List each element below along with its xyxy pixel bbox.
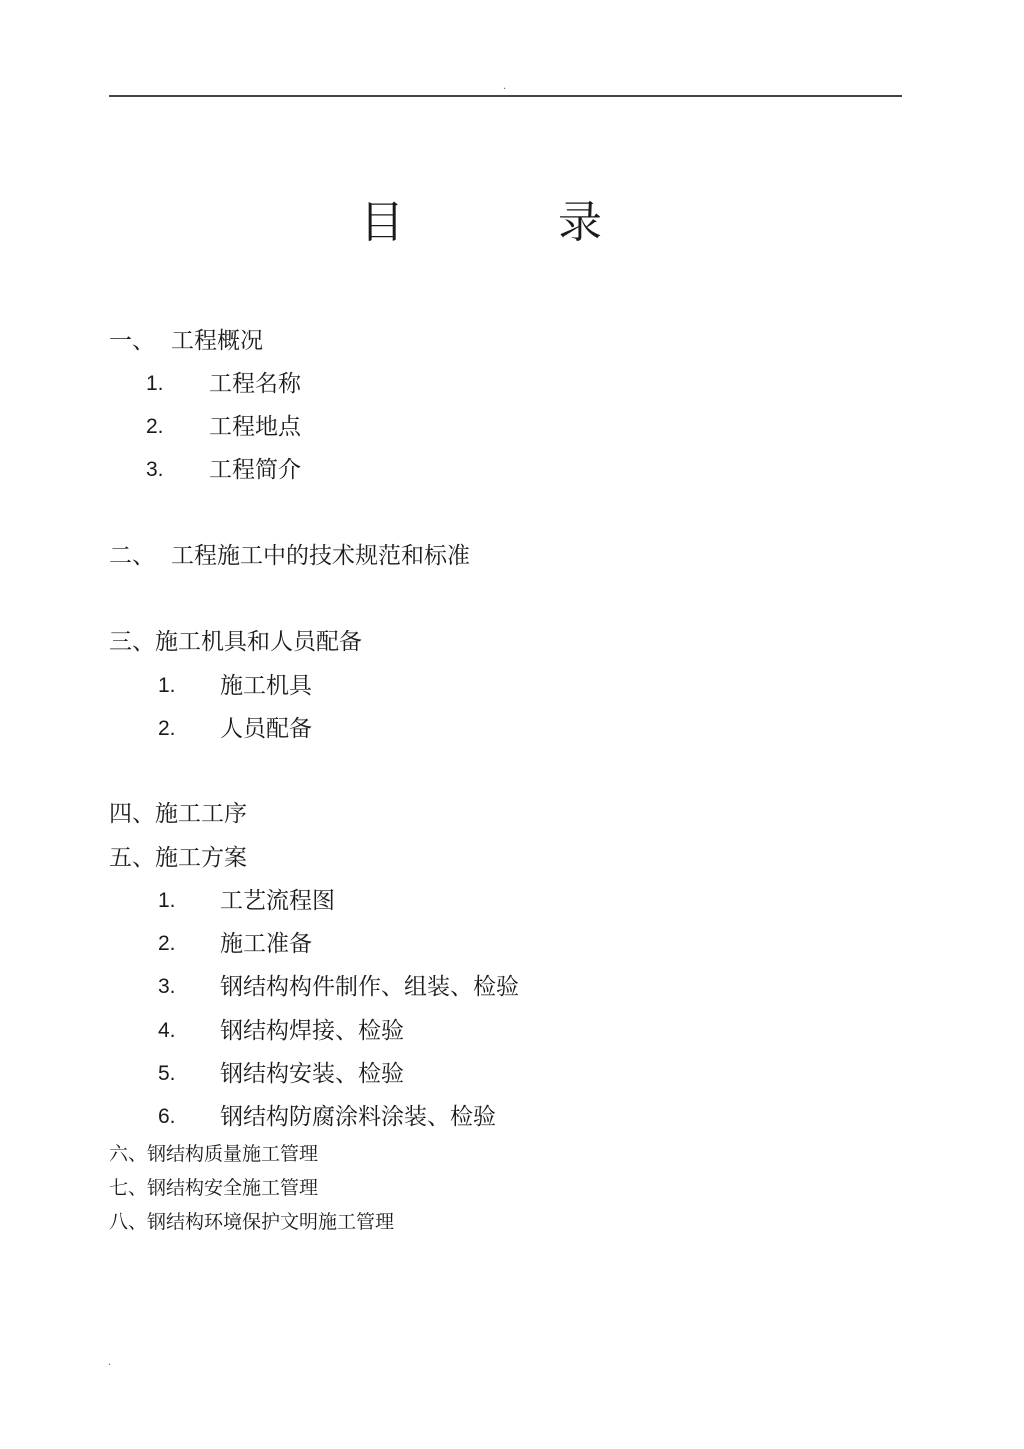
toc-item-number: 1. (158, 674, 176, 697)
toc-section-marker: 一、 (109, 328, 155, 354)
toc-section-label: 八、钢结构环境保护文明施工管理 (109, 1211, 395, 1233)
toc-section-label: 六、钢结构质量施工管理 (109, 1143, 319, 1165)
toc-item-text: 钢结构防腐涂料涂装、检验 (220, 1104, 496, 1130)
toc-section-label: 三、施工机具和人员配备 (109, 629, 362, 655)
toc-section-label: 五、施工方案 (109, 845, 247, 871)
toc-section-label: 四、施工工序 (109, 801, 247, 827)
header-rule (109, 95, 902, 97)
toc-item-text: 钢结构构件制作、组装、检验 (220, 974, 519, 1000)
toc-item-number: 2. (158, 932, 176, 955)
toc-item-number: 4. (158, 1019, 176, 1042)
toc-item-text: 施工准备 (220, 931, 312, 957)
toc-item-text: 施工机具 (220, 673, 312, 699)
toc-item-number: 1. (146, 372, 164, 395)
header-mark: . (503, 81, 507, 92)
toc-item-number: 1. (158, 889, 176, 912)
toc-item-number: 5. (158, 1062, 176, 1085)
toc-item-text: 工程名称 (209, 371, 301, 397)
toc-section-label: 七、钢结构安全施工管理 (109, 1177, 319, 1199)
toc-item-text: 工程简介 (209, 457, 301, 483)
toc-item-number: 2. (158, 717, 176, 740)
toc-item-number: 2. (146, 415, 164, 438)
toc-item-text: 工艺流程图 (220, 888, 335, 914)
footer-mark: . (108, 1357, 112, 1368)
toc-item-text: 钢结构焊接、检验 (220, 1018, 404, 1044)
toc-item-number: 6. (158, 1105, 176, 1128)
toc-item-number: 3. (146, 458, 164, 481)
toc-item-text: 工程地点 (209, 414, 301, 440)
toc-item-text: 钢结构安装、检验 (220, 1061, 404, 1087)
toc-title-char-2: 录 (558, 197, 602, 248)
toc-item-text: 人员配备 (220, 716, 312, 742)
toc-section-label: 工程概况 (171, 328, 263, 354)
toc-title-char-1: 目 (360, 197, 404, 248)
toc-section-label: 工程施工中的技术规范和标准 (171, 543, 470, 569)
toc-item-number: 3. (158, 975, 176, 998)
toc-section-marker: 二、 (109, 543, 155, 569)
